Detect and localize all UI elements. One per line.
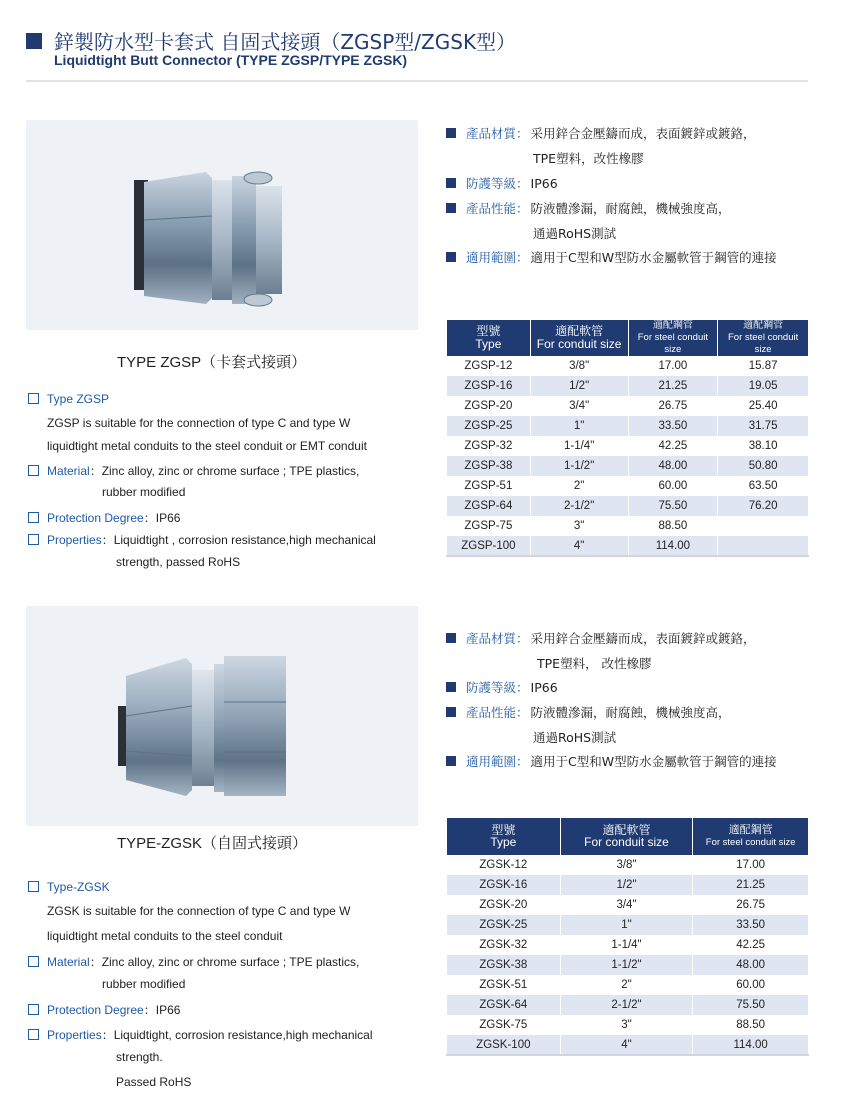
zgsp-spec-performance-cont: 通過RoHS測試 bbox=[533, 226, 617, 241]
spec-value: 防液體滲漏，耐腐蝕，機械強度高， bbox=[530, 705, 731, 720]
type-cell: ZGSK-51 bbox=[447, 975, 561, 995]
table-row bbox=[447, 516, 809, 536]
bullet-square-icon bbox=[446, 178, 456, 188]
conduit-size-cell: 1-1/2" bbox=[530, 456, 628, 476]
spec-value: 適用于C型和W型防水金屬軟管于鋼管的連接 bbox=[530, 754, 777, 769]
table-row bbox=[447, 875, 809, 895]
zgsp-desc-line1: ZGSP is suitable for the connection of type C and type W bbox=[47, 416, 351, 430]
checkbox-icon bbox=[28, 881, 39, 892]
spec-value: 適用于C型和W型防水金屬軟管于鋼管的連接 bbox=[530, 250, 777, 265]
checkbox-icon bbox=[28, 534, 39, 545]
steel-conduit-size-cell: 48.00 bbox=[628, 456, 718, 476]
bullet-square-icon bbox=[446, 707, 456, 717]
bullet-square-icon bbox=[446, 252, 456, 262]
table-row bbox=[447, 895, 809, 915]
steel-conduit-size-cell: 60.00 bbox=[628, 476, 718, 496]
spec-label: 適用範圍： bbox=[466, 754, 529, 769]
steel-conduit-size-2-cell: 76.20 bbox=[718, 496, 809, 516]
zgsp-desc-properties-cont: strength, passed RoHS bbox=[116, 555, 241, 569]
steel-conduit-size-2-cell: 50.80 bbox=[718, 456, 809, 476]
type-cell: ZGSK-64 bbox=[447, 995, 561, 1015]
steel-conduit-size-cell: 21.25 bbox=[693, 875, 809, 895]
steel-conduit-size-2-cell bbox=[718, 516, 809, 536]
zgsk-desc-protection: Protection Degree：IP66 bbox=[28, 1001, 180, 1018]
steel-conduit-size-2-cell: 63.50 bbox=[718, 476, 809, 496]
spec-value: IP66 bbox=[530, 175, 558, 191]
steel-conduit-size-cell: 21.25 bbox=[628, 376, 718, 396]
conduit-size-cell: 4" bbox=[560, 1035, 693, 1055]
conduit-size-cell: 2-1/2" bbox=[560, 995, 693, 1015]
steel-conduit-size-cell: 114.00 bbox=[693, 1035, 809, 1055]
conduit-size-cell: 3/8" bbox=[560, 855, 693, 875]
conduit-size-cell: 1/2" bbox=[530, 376, 628, 396]
col-header-steel-conduit: 適配鋼管 For steel conduit size bbox=[628, 320, 718, 356]
table-row bbox=[447, 436, 809, 456]
checkbox-icon bbox=[28, 512, 39, 523]
zgsk-spec-table bbox=[446, 818, 809, 1056]
zgsk-spec-material-cont: TPE塑料， 改性橡膠 bbox=[537, 656, 652, 671]
steel-conduit-size-cell: 26.75 bbox=[693, 895, 809, 915]
checkbox-icon bbox=[28, 1004, 39, 1015]
type-cell: ZGSK-38 bbox=[447, 955, 561, 975]
steel-conduit-size-cell: 88.50 bbox=[628, 516, 718, 536]
zgsk-spec-performance-cont: 通過RoHS測試 bbox=[533, 730, 617, 745]
steel-conduit-size-cell: 26.75 bbox=[628, 396, 718, 416]
steel-conduit-size-cell: 75.50 bbox=[693, 995, 809, 1015]
zgsk-desc-material-cont: rubber modified bbox=[102, 977, 186, 991]
table-row bbox=[447, 356, 809, 376]
table-row bbox=[447, 376, 809, 396]
steel-conduit-size-cell: 42.25 bbox=[693, 935, 809, 955]
checkbox-icon bbox=[28, 1029, 39, 1040]
type-cell: ZGSK-12 bbox=[447, 855, 561, 875]
spec-label: 防護等級： bbox=[466, 176, 529, 191]
table-row bbox=[447, 975, 809, 995]
header-square-icon bbox=[26, 33, 42, 49]
col-header-conduit: 適配軟管 For conduit size bbox=[530, 320, 628, 356]
spec-label: 產品材質： bbox=[466, 126, 529, 141]
zgsk-caption: TYPE-ZGSK（自固式接頭） bbox=[117, 835, 308, 852]
bullet-square-icon bbox=[446, 756, 456, 766]
table-header-row bbox=[447, 320, 809, 356]
type-cell: ZGSP-25 bbox=[447, 416, 531, 436]
steel-conduit-size-cell: 42.25 bbox=[628, 436, 718, 456]
zgsk-desc-properties: Properties：Liquidtight, corrosion resistance,high mechanical bbox=[28, 1026, 373, 1043]
conduit-size-cell: 3/8" bbox=[530, 356, 628, 376]
table-row bbox=[447, 396, 809, 416]
header-divider bbox=[26, 80, 808, 82]
type-cell: ZGSP-64 bbox=[447, 496, 531, 516]
type-cell: ZGSP-12 bbox=[447, 356, 531, 376]
zgsk-desc-properties-cont2: Passed RoHS bbox=[116, 1075, 192, 1089]
type-cell: ZGSP-51 bbox=[447, 476, 531, 496]
conduit-size-cell: 3" bbox=[530, 516, 628, 536]
spec-label: 產品性能： bbox=[466, 201, 529, 216]
spec-value: 防液體滲漏，耐腐蝕，機械強度高， bbox=[530, 201, 731, 216]
table-row bbox=[447, 995, 809, 1015]
zgsp-spec-material-cont: TPE塑料，改性橡膠 bbox=[533, 151, 644, 166]
steel-conduit-size-cell: 88.50 bbox=[693, 1015, 809, 1035]
zgsk-product-photo bbox=[26, 606, 418, 826]
zgsp-spec-protection bbox=[446, 174, 558, 192]
spec-label: 產品材質： bbox=[466, 631, 529, 646]
zgsp-desc-material: Material：Zinc alloy, zinc or chrome surface ; TPE plastics, bbox=[28, 462, 359, 479]
col-header-steel-conduit-2: 適配鋼管 For steel conduit size bbox=[718, 320, 809, 356]
conduit-size-cell: 1/2" bbox=[560, 875, 693, 895]
table-row bbox=[447, 456, 809, 476]
type-cell: ZGSP-75 bbox=[447, 516, 531, 536]
conduit-size-cell: 3/4" bbox=[530, 396, 628, 416]
steel-conduit-size-2-cell: 15.87 bbox=[718, 356, 809, 376]
steel-conduit-size-cell: 17.00 bbox=[693, 855, 809, 875]
table-row bbox=[447, 1015, 809, 1035]
steel-conduit-size-cell: 33.50 bbox=[628, 416, 718, 436]
table-row bbox=[447, 855, 809, 875]
spec-value: IP66 bbox=[530, 679, 558, 695]
bullet-square-icon bbox=[446, 633, 456, 643]
page-title-zh: 鋅製防水型卡套式 自固式接頭（ZGSP型/ZGSK型） bbox=[54, 30, 517, 54]
zgsp-spec-performance bbox=[446, 199, 731, 217]
steel-conduit-size-2-cell: 25.40 bbox=[718, 396, 809, 416]
conduit-size-cell: 4" bbox=[530, 536, 628, 556]
zgsp-product-photo bbox=[26, 120, 418, 330]
conduit-size-cell: 3" bbox=[560, 1015, 693, 1035]
spec-label: 適用範圍： bbox=[466, 250, 529, 265]
checkbox-icon bbox=[28, 465, 39, 476]
table-row bbox=[447, 1035, 809, 1055]
conduit-size-cell: 3/4" bbox=[560, 895, 693, 915]
zgsp-desc-material-cont: rubber modified bbox=[102, 485, 186, 499]
steel-conduit-size-cell: 114.00 bbox=[628, 536, 718, 556]
steel-conduit-size-2-cell: 38.10 bbox=[718, 436, 809, 456]
bullet-square-icon bbox=[446, 128, 456, 138]
steel-conduit-size-cell: 33.50 bbox=[693, 915, 809, 935]
col-header-type: 型號 Type bbox=[447, 320, 531, 356]
type-cell: ZGSP-20 bbox=[447, 396, 531, 416]
table-row bbox=[447, 536, 809, 556]
zgsk-desc-properties-cont: strength. bbox=[116, 1050, 163, 1064]
zgsp-spec-material bbox=[446, 124, 756, 142]
zgsp-spec-application bbox=[446, 248, 777, 266]
zgsk-spec-protection bbox=[446, 678, 558, 696]
page-title-en: Liquidtight Butt Connector (TYPE ZGSP/TYPE ZGSK) bbox=[54, 52, 408, 68]
col-header-type: 型號 Type bbox=[447, 818, 561, 855]
conduit-size-cell: 1-1/2" bbox=[560, 955, 693, 975]
zgsk-desc-line1: ZGSK is suitable for the connection of type C and type W bbox=[47, 904, 351, 918]
steel-conduit-size-cell: 48.00 bbox=[693, 955, 809, 975]
zgsp-desc-protection: Protection Degree：IP66 bbox=[28, 509, 180, 526]
checkbox-icon bbox=[28, 956, 39, 967]
zgsp-caption: TYPE ZGSP（卡套式接頭） bbox=[117, 354, 307, 371]
type-cell: ZGSP-16 bbox=[447, 376, 531, 396]
table-row bbox=[447, 935, 809, 955]
conduit-size-cell: 2" bbox=[530, 476, 628, 496]
type-cell: ZGSP-32 bbox=[447, 436, 531, 456]
type-cell: ZGSP-100 bbox=[447, 536, 531, 556]
conduit-size-cell: 1" bbox=[530, 416, 628, 436]
col-header-steel-conduit: 適配鋼管 For steel conduit size bbox=[693, 818, 809, 855]
type-cell: ZGSK-75 bbox=[447, 1015, 561, 1035]
table-row bbox=[447, 476, 809, 496]
table-row bbox=[447, 496, 809, 516]
steel-conduit-size-cell: 75.50 bbox=[628, 496, 718, 516]
zgsk-desc-line2: liquidtight metal conduits to the steel conduit bbox=[47, 929, 283, 943]
zgsp-desc-properties: Properties：Liquidtight , corrosion resistance,high mechanical bbox=[28, 531, 376, 548]
conduit-size-cell: 2" bbox=[560, 975, 693, 995]
zgsk-spec-material bbox=[446, 629, 756, 647]
zgsk-spec-performance bbox=[446, 703, 731, 721]
zgsk-desc-type: Type-ZGSK bbox=[28, 880, 110, 894]
type-cell: ZGSK-25 bbox=[447, 915, 561, 935]
spec-value: 采用鋅合金壓鑄而成，表面鍍鋅或鍍鉻， bbox=[530, 126, 756, 141]
zgsp-spec-table bbox=[446, 320, 809, 557]
col-header-conduit: 適配軟管 For conduit size bbox=[560, 818, 693, 855]
conduit-size-cell: 2-1/2" bbox=[530, 496, 628, 516]
spec-value: 采用鋅合金壓鑄而成，表面鍍鋅或鍍鉻， bbox=[530, 631, 756, 646]
steel-conduit-size-cell: 60.00 bbox=[693, 975, 809, 995]
steel-conduit-size-2-cell bbox=[718, 536, 809, 556]
type-cell: ZGSK-20 bbox=[447, 895, 561, 915]
conduit-size-cell: 1-1/4" bbox=[530, 436, 628, 456]
type-cell: ZGSK-16 bbox=[447, 875, 561, 895]
table-header-row bbox=[447, 818, 809, 855]
type-cell: ZGSK-32 bbox=[447, 935, 561, 955]
conduit-size-cell: 1-1/4" bbox=[560, 935, 693, 955]
zgsp-desc-line2: liquidtight metal conduits to the steel conduit or EMT conduit bbox=[47, 439, 367, 453]
table-row bbox=[447, 955, 809, 975]
checkbox-icon bbox=[28, 393, 39, 404]
table-row bbox=[447, 416, 809, 436]
zgsk-spec-application bbox=[446, 752, 777, 770]
bullet-square-icon bbox=[446, 203, 456, 213]
table-row bbox=[447, 915, 809, 935]
steel-conduit-size-2-cell: 31.75 bbox=[718, 416, 809, 436]
steel-conduit-size-2-cell: 19.05 bbox=[718, 376, 809, 396]
zgsk-desc-material: Material：Zinc alloy, zinc or chrome surface ; TPE plastics, bbox=[28, 953, 359, 970]
type-cell: ZGSP-38 bbox=[447, 456, 531, 476]
spec-label: 產品性能： bbox=[466, 705, 529, 720]
zgsp-desc-type: Type ZGSP bbox=[28, 392, 109, 406]
bullet-square-icon bbox=[446, 682, 456, 692]
spec-label: 防護等級： bbox=[466, 680, 529, 695]
conduit-size-cell: 1" bbox=[560, 915, 693, 935]
steel-conduit-size-cell: 17.00 bbox=[628, 356, 718, 376]
type-cell: ZGSK-100 bbox=[447, 1035, 561, 1055]
